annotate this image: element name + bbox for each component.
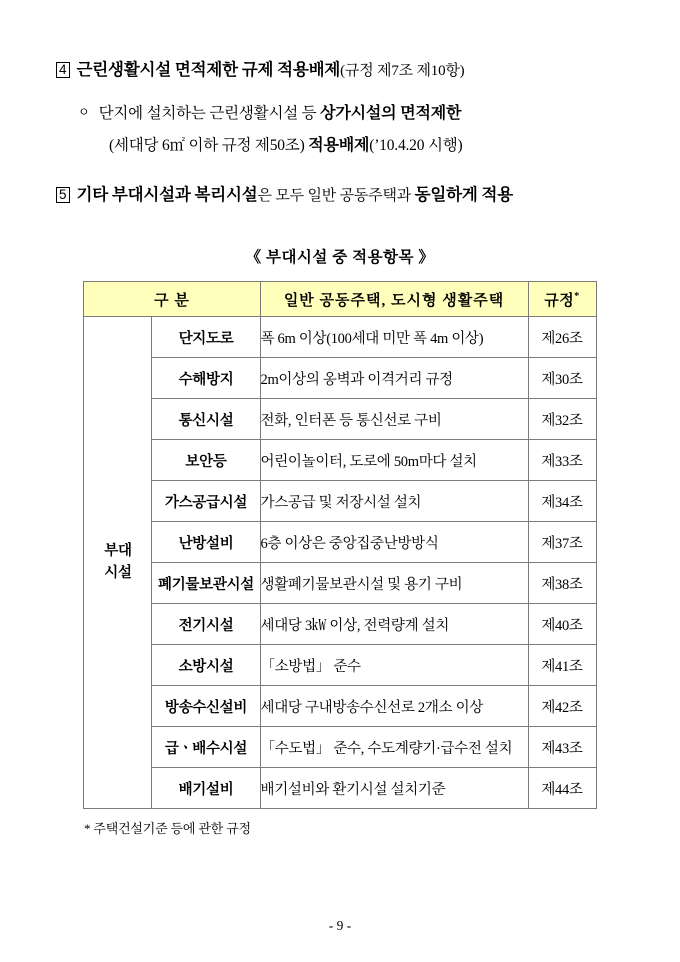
- section-4-subline: [56, 132, 624, 155]
- section-4-number: 4: [56, 62, 70, 78]
- row-regulation: 제42조: [528, 686, 596, 727]
- row-name: 가스공급시설: [152, 481, 260, 522]
- section-4-sub-suffix: (’10.4.20 시행): [369, 137, 463, 154]
- table-row: [84, 686, 596, 727]
- row-description: 가스공급 및 저장시설 설치: [260, 481, 528, 522]
- page-number: - 9 -: [328, 918, 352, 933]
- category-label-line1: 부대: [104, 543, 132, 560]
- row-description: 전화, 인터폰 등 통신선로 구비: [260, 399, 528, 440]
- row-description: 「소방법」 준수: [260, 645, 528, 686]
- row-name: 소방시설: [152, 645, 260, 686]
- section-4-sub-prefix: (세대당 6㎡ 이하 규정 제50조): [109, 137, 309, 154]
- row-description: 2m이상의 옹벽과 이격거리 규정: [260, 358, 528, 399]
- row-name: 수해방지: [152, 358, 260, 399]
- section-4-bullet-strong: 상가시설의 면적제한: [320, 105, 462, 122]
- table-row: [84, 399, 596, 440]
- row-regulation: 제44조: [528, 768, 596, 809]
- row-regulation: 제37조: [528, 522, 596, 563]
- row-regulation: 제41조: [528, 645, 596, 686]
- row-regulation: 제26조: [528, 317, 596, 358]
- table-caption: 《 부대시설 중 적용항목 》: [245, 249, 435, 266]
- row-description: 6층 이상은 중앙집중난방방식: [260, 522, 528, 563]
- section-5-title: [77, 181, 513, 205]
- table-body: [84, 317, 596, 809]
- row-name: 보안등: [152, 440, 260, 481]
- header-regulation-label: 규정: [544, 292, 575, 309]
- header-description: 일반 공동주택, 도시형 생활주택: [260, 282, 528, 317]
- category-label-line2: 시설: [104, 564, 132, 581]
- header-category: 구 분: [84, 282, 260, 317]
- table-row: [84, 358, 596, 399]
- table-row: [84, 563, 596, 604]
- header-regulation: [528, 282, 596, 317]
- row-description: 생활폐기물보관시설 및 용기 구비: [260, 563, 528, 604]
- row-description: 배기설비와 환기시설 설치기준: [260, 768, 528, 809]
- section-5-number: 5: [56, 187, 70, 203]
- row-regulation: 제43조: [528, 727, 596, 768]
- row-regulation: 제33조: [528, 440, 596, 481]
- section-5-title-bold-2: 동일하게 적용: [414, 185, 513, 204]
- table-footnote: * 주택건설기준 등에 관한 규정: [84, 821, 251, 836]
- table-row: [84, 645, 596, 686]
- row-regulation: 제40조: [528, 604, 596, 645]
- table-row: [84, 481, 596, 522]
- row-regulation: 제34조: [528, 481, 596, 522]
- row-name: 난방설비: [152, 522, 260, 563]
- table-header-row: [84, 282, 596, 317]
- row-name: 방송수신설비: [152, 686, 260, 727]
- row-description: 세대당 구내방송수신선로 2개소 이상: [260, 686, 528, 727]
- section-4-heading: [56, 56, 624, 80]
- table-row: [84, 768, 596, 809]
- row-name: 급ㆍ배수시설: [152, 727, 260, 768]
- row-name: 단지도로: [152, 317, 260, 358]
- row-description: 「수도법」 준수, 수도계량기·급수전 설치: [260, 727, 528, 768]
- table-header: [84, 282, 596, 317]
- section-4-bullet: [56, 100, 624, 123]
- section-5-title-thin: 은 모두 일반 공동주택과: [257, 188, 415, 204]
- category-cell-bu-dae-si-seol: [84, 317, 152, 809]
- row-description: 폭 6m 이상(100세대 미만 폭 4m 이상): [260, 317, 528, 358]
- bullet-marker-icon: ㅇ: [78, 105, 90, 119]
- section-4-bullet-text: [99, 100, 462, 123]
- table-row: [84, 604, 596, 645]
- row-description: 어린이놀이터, 도로에 50m마다 설치: [260, 440, 528, 481]
- table-row: [84, 440, 596, 481]
- row-name: 통신시설: [152, 399, 260, 440]
- row-regulation: 제38조: [528, 563, 596, 604]
- section-5-heading: [56, 181, 624, 205]
- table-row: [84, 317, 596, 358]
- facilities-table: [83, 281, 596, 809]
- table-row: [84, 522, 596, 563]
- row-name: 배기설비: [152, 768, 260, 809]
- row-regulation: 제32조: [528, 399, 596, 440]
- row-regulation: 제30조: [528, 358, 596, 399]
- section-4-sub-strong: 적용배제: [308, 137, 370, 154]
- section-4-title-paren: (규정 제7조 제10항): [340, 63, 465, 79]
- table-row: [84, 727, 596, 768]
- section-4-title: [77, 56, 465, 80]
- header-regulation-mark: *: [574, 290, 580, 302]
- row-description: 세대당 3㎾ 이상, 전력량계 설치: [260, 604, 528, 645]
- row-name: 폐기물보관시설: [152, 563, 260, 604]
- section-5-title-bold-1: 기타 부대시설과 복리시설: [76, 185, 258, 204]
- row-name: 전기시설: [152, 604, 260, 645]
- section-4-title-bold: 근린생활시설 면적제한 규제 적용배제: [76, 60, 341, 79]
- section-4-bullet-prefix: 단지에 설치하는 근린생활시설 등: [98, 105, 321, 122]
